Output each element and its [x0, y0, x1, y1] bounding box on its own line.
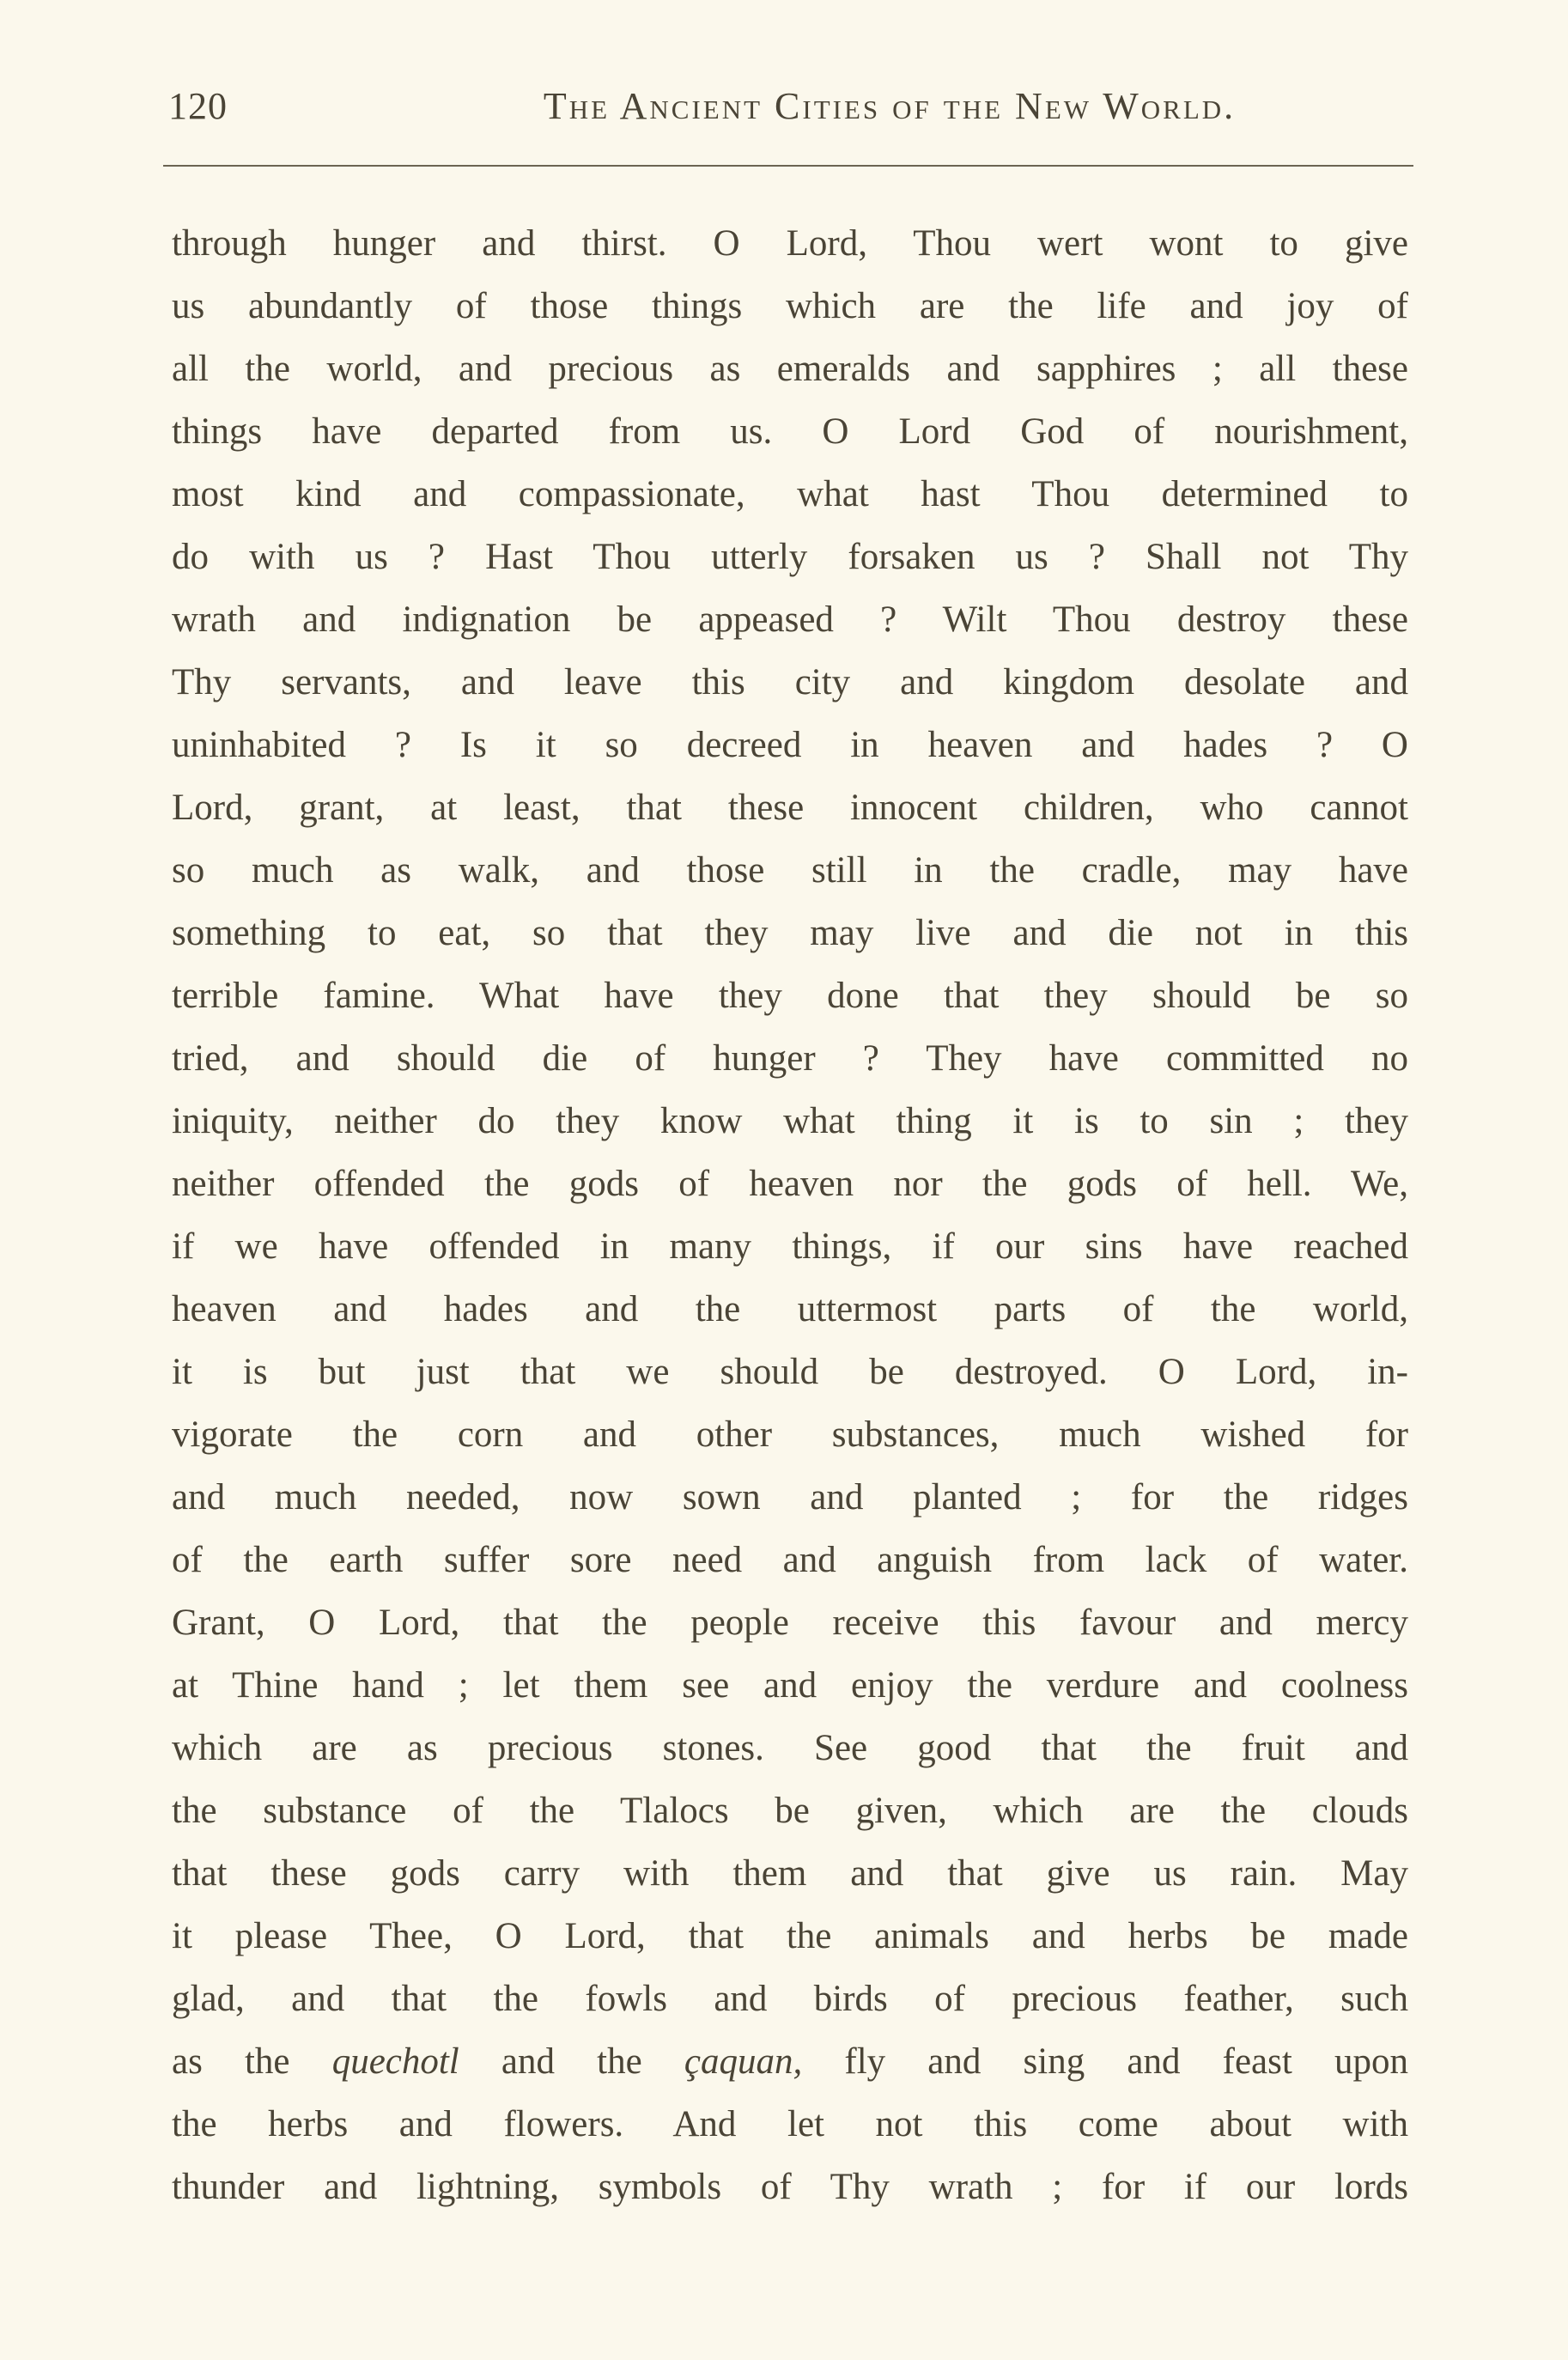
- running-head: [168, 84, 1413, 136]
- text-line: through hunger and thirst. O Lord, Thou wert wont to give: [172, 223, 1408, 264]
- italic-term-caquan: çaquan,: [684, 2041, 803, 2082]
- text-line: that these gods carry with them and that give us rain. May: [172, 1853, 1408, 1894]
- text-line: thunder and lightning, symbols of Thy wrath ; for if our lords: [172, 2167, 1408, 2207]
- italic-term-quechotl: quechotl: [331, 2041, 459, 2082]
- text-fragment: and the: [459, 2041, 684, 2082]
- text-line: all the world, and precious as emeralds and sapphires ; all these: [172, 349, 1408, 389]
- text-line: heaven and hades and the uttermost parts of the world,: [172, 1289, 1408, 1329]
- body-text: [172, 212, 1408, 2218]
- text-line: glad, and that the fowls and birds of precious feather, such: [172, 1979, 1408, 2019]
- text-line: it please Thee, O Lord, that the animals and herbs be made: [172, 1916, 1408, 1956]
- text-line: iniquity, neither do they know what thing it is to sin ; they: [172, 1101, 1408, 1141]
- text-fragment: fly and sing and feast upon: [802, 2041, 1408, 2082]
- text-line: things have departed from us. O Lord God of nourishment,: [172, 411, 1408, 452]
- text-line: terrible famine. What have they done that they should be so: [172, 976, 1408, 1016]
- page-number: 120: [168, 85, 228, 127]
- book-title: The Ancient Cities of the New World.: [543, 85, 1237, 127]
- text-fragment: as the: [172, 2041, 332, 2082]
- text-line: vigorate the corn and other substances, much wished for: [172, 1414, 1408, 1455]
- text-line: of the earth suffer sore need and anguish from lack of water.: [172, 1540, 1408, 1580]
- text-line: us abundantly of those things which are the life and joy of: [172, 286, 1408, 326]
- text-line: uninhabited ? Is it so decreed in heaven and hades ? O: [172, 725, 1408, 765]
- text-line: Grant, O Lord, that the people receive this favour and mercy: [172, 1603, 1408, 1643]
- text-line: Thy servants, and leave this city and kingdom desolate and: [172, 662, 1408, 703]
- text-line: and much needed, now sown and planted ; for the ridges: [172, 1477, 1408, 1518]
- header-rule: [163, 165, 1413, 167]
- text-line: which are as precious stones. See good that the fruit and: [172, 1728, 1408, 1768]
- text-line: tried, and should die of hunger ? They have committed no: [172, 1038, 1408, 1079]
- text-line-with-italics: [172, 2030, 1408, 2093]
- text-line: something to eat, so that they may live and die not in this: [172, 913, 1408, 953]
- text-line: it is but just that we should be destroyed. O Lord, in-: [172, 1352, 1408, 1392]
- text-line: do with us ? Hast Thou utterly forsaken us ? Shall not Thy: [172, 537, 1408, 577]
- text-line: the herbs and flowers. And let not this come about with: [172, 2104, 1408, 2144]
- text-line: at Thine hand ; let them see and enjoy the verdure and coolness: [172, 1665, 1408, 1706]
- text-line: neither offended the gods of heaven nor the gods of hell. We,: [172, 1164, 1408, 1204]
- text-line: wrath and indignation be appeased ? Wilt Thou destroy these: [172, 599, 1408, 640]
- text-line: most kind and compassionate, what hast Thou determined to: [172, 474, 1408, 514]
- text-line: the substance of the Tlalocs be given, which are the clouds: [172, 1791, 1408, 1831]
- text-line: so much as walk, and those still in the cradle, may have: [172, 850, 1408, 891]
- text-line: if we have offended in many things, if our sins have reached: [172, 1226, 1408, 1267]
- text-line: Lord, grant, at least, that these innocent children, who cannot: [172, 788, 1408, 828]
